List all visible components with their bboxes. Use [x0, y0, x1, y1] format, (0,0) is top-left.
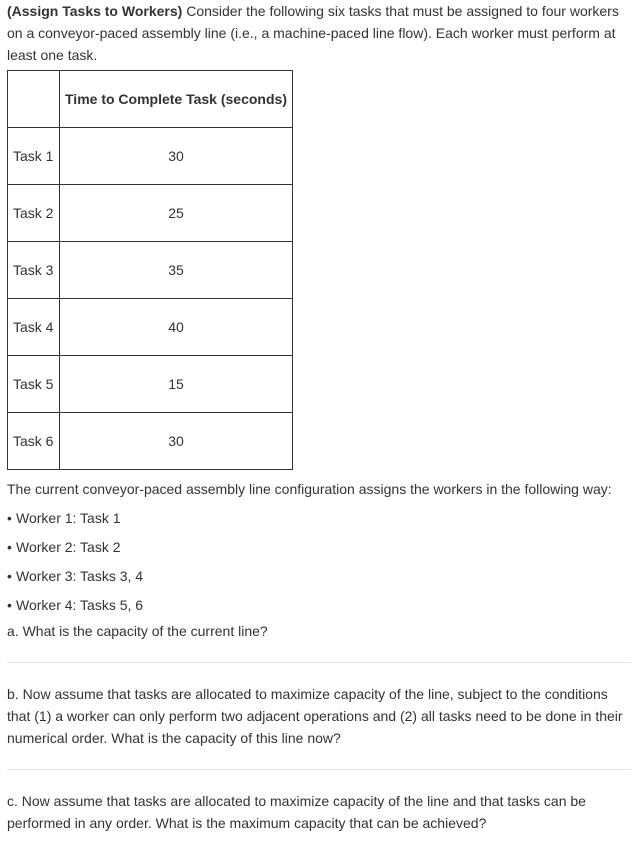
- problem-title: (Assign Tasks to Workers): [7, 3, 183, 19]
- task-label-cell: Task 2: [8, 185, 60, 242]
- table-row: [8, 356, 293, 413]
- bullet-glyph: •: [7, 510, 12, 526]
- section-divider: [7, 662, 631, 663]
- task-label-cell: Task 5: [8, 356, 60, 413]
- task-label-cell: Task 3: [8, 242, 60, 299]
- bullet-glyph: •: [7, 539, 12, 555]
- question-b: b. Now assume that tasks are allocated to maximize capacity of the line, subject to the conditions that (1) a worker can only perform two adjacent operations and (2) all tasks need to be done in their numerical order. What is the capacity of this line now?: [7, 686, 623, 746]
- section-divider: [7, 769, 631, 770]
- task-time-cell: 25: [60, 185, 293, 242]
- worker-assignment: Worker 3: Tasks 3, 4: [16, 568, 144, 584]
- task-time-table: [7, 70, 293, 470]
- worker-assignment: Worker 4: Tasks 5, 6: [16, 597, 144, 613]
- table-corner-header: [8, 71, 60, 128]
- list-item: [7, 504, 631, 533]
- task-label-cell: Task 6: [8, 413, 60, 470]
- table-row: [8, 185, 293, 242]
- time-column-header: Time to Complete Task (seconds): [60, 71, 293, 128]
- task-time-cell: 30: [60, 413, 293, 470]
- table-row: [8, 242, 293, 299]
- question-a: a. What is the capacity of the current line?: [7, 623, 268, 639]
- bullet-glyph: •: [7, 597, 12, 613]
- table-row: [8, 413, 293, 470]
- worker-assignment-list: [7, 504, 631, 620]
- task-time-cell: 30: [60, 128, 293, 185]
- task-time-cell: 40: [60, 299, 293, 356]
- worker-assignment: Worker 2: Task 2: [16, 539, 121, 555]
- problem-intro: [7, 0, 631, 66]
- task-label-cell: Task 1: [8, 128, 60, 185]
- list-item: [7, 562, 631, 591]
- table-header-row: [8, 71, 293, 128]
- list-item: [7, 591, 631, 620]
- bullet-glyph: •: [7, 568, 12, 584]
- question-c: c. Now assume that tasks are allocated to maximize capacity of the line and that tasks can be performed in any order. What is the maximum capacity that can be achieved?: [7, 793, 586, 831]
- worker-assignment: Worker 1: Task 1: [16, 510, 121, 526]
- task-label-cell: Task 4: [8, 299, 60, 356]
- table-row: [8, 128, 293, 185]
- task-time-cell: 15: [60, 356, 293, 413]
- configuration-text: The current conveyor-paced assembly line configuration assigns the workers in the following way:: [7, 481, 612, 497]
- task-time-cell: 35: [60, 242, 293, 299]
- table-row: [8, 299, 293, 356]
- problem-intro-text: Consider the following six tasks that must be assigned to four workers on a conveyor-paced assembly line (i.e., a machine-paced line flow). Each worker must perform at least one task.: [7, 3, 619, 63]
- list-item: [7, 533, 631, 562]
